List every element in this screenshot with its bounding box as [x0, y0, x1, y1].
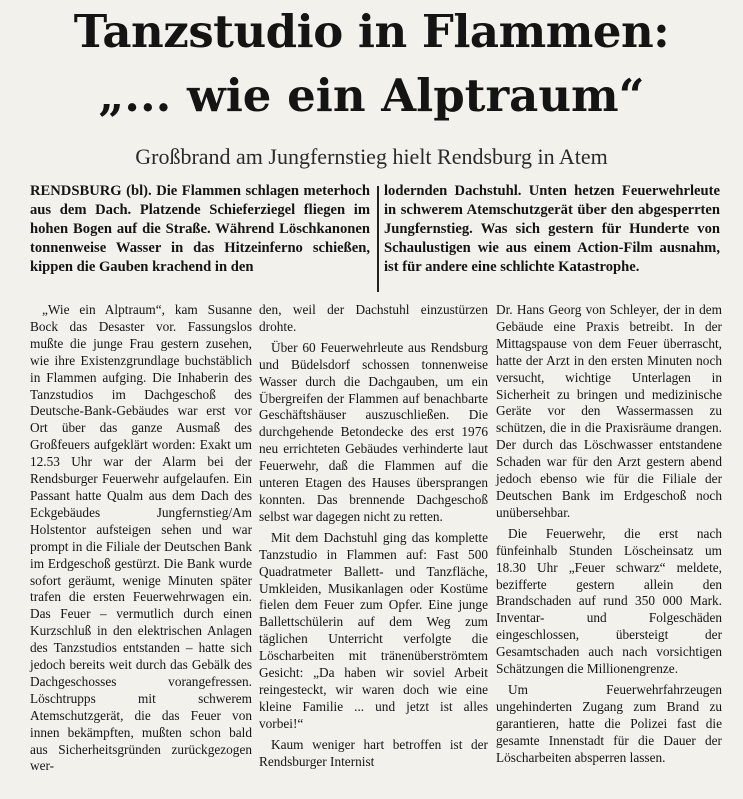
body-paragraph: „Wie ein Alptraum“, kam Susanne Bock das Desaster vor. Fassungslos mußte die junge Frau gestern zusehen, wie ihre Existenzgrundlage buchstäblich in Flammen aufging. Die Inhaberin des Tanzstudios im Dachgeschoß des Deutsche-Bank-Gebäudes war erst vor Ort über das ganze Ausmaß des Großfeuers aufgeklärt worden: Exakt um 12.53 Uhr war der Alarm bei der Rendsburger Feuerwehr aufgelaufen. Ein Passant hatte Qualm aus dem Dach des Eckgebäudes Jungfernstieg/Am Holstentor aufsteigen sehen und war prompt in die Filiale der Deutschen Bank im Erdgeschoß gestürzt. Die Bank wurde sofort geräumt, wenige Minuten später trafen die ersten Feuerwehrwagen ein. Das Feuer – vermutlich durch einen Kurzschluß in den elektrischen Anlagen des Tanzstudios entstanden – hatte sich jedoch bereits weit durch das Gebälk des Dachgeschosses vorangefressen. Löschtrupps mit schwerem Atemschutzgerät, die das Feuer von innen bekämpften, mußten schon bald aus Sicherheitsgründen zurückgezogen wer- — [30, 302, 252, 774]
headline-line-2: „... wie ein Alptraum“ — [98, 69, 645, 122]
subheadline: Großbrand am Jungfernstieg hielt Rendsburg in Atem — [135, 144, 608, 169]
lead-paragraph-left: RENDSBURG (bl). Die Flammen schlagen meterhoch aus dem Dach. Platzende Schieferziegel fliegen im hohen Bogen auf die Straße. Während Löschkanonen tonnenweise Wasser in das Hitzeinferno schießen, kippen die Gauben krachend in den — [30, 183, 370, 275]
lead-paragraph-right: lodernden Dachstuhl. Unten hetzen Feuerwehrleute in schwerem Atemschutzgerät über den abgesperrten Jungfernstieg. Was sich gestern für Hunderte von Schaulustigen wie aus einem Action-Film ausnahm, ist für andere eine schlichte Katastrophe. — [384, 183, 720, 275]
body-paragraph: Über 60 Feuerwehrleute aus Rendsburg und Büdelsdorf schossen tonnenweise Wasser durch die Dachgauben, um ein Übergreifen der Flammen auf benachbarte Geschäftshäuser auszuschließen. Die durchgehende Betondecke des erst 1976 neu errichteten Gebäudes verhinderte laut Feuerwehr, daß die Flammen auf die unteren Etagen des Hauses übersprangen konnten. Das brennende Dachgeschoß selbst war dagegen nicht zu retten. — [259, 339, 488, 524]
body-column-2 — [259, 302, 488, 770]
body-column-1 — [30, 302, 252, 775]
body-column-3 — [496, 302, 722, 766]
body-paragraph: Um Feuerwehrfahrzeugen ungehinderten Zugang zum Brand zu garantieren, hatte die Polizei fast die gesamte Innenstadt für die Dauer der Löscharbeiten absperren lassen. — [496, 681, 722, 765]
body-paragraph: Dr. Hans Georg von Schleyer, der in dem Gebäude eine Praxis betreibt. In der Mittagspause von dem Feuer überrascht, hatte der Arzt in den ersten Minuten noch versucht, wichtige Unterlagen in Sicherheit zu bringen und medizinische Geräte vor den Wassermassen zu schützen, die in die Praxisräume drangen. Der durch das Löschwasser entstandene Schaden war für den Arzt gestern abend jedoch ebenso wie für die Filiale der Deutschen Bank im Erdgeschoß noch unübersehbar. — [496, 302, 722, 520]
column-divider — [377, 186, 379, 292]
headline-line-1: Tanzstudio in Flammen: — [73, 5, 670, 58]
body-paragraph: Kaum weniger hart betroffen ist der Rendsburger Internist — [259, 736, 488, 769]
body-paragraph: Mit dem Dachstuhl ging das komplette Tanzstudio in Flammen auf: Fast 500 Quadratmeter Ballett- und Tanzfläche, Umkleiden, Musikanlagen oder Kostüme fielen dem Feuer zum Opfer. Eine junge Ballettschülerin auf dem Weg zum täglichen Unterricht verfolgte die Löscharbeiten mit tränenüberströmtem Gesicht: „Da haben wir soviel Arbeit reingesteckt, wir waren doch wie eine kleine Familie ... und jetzt ist alles vorbei!“ — [259, 529, 488, 731]
body-paragraph: Die Feuerwehr, die erst nach fünfeinhalb Stunden Löscheinsatz um 18.30 Uhr „Feuer schwarz“ meldete, bezifferte gestern allein den Brandschaden auf rund 350 000 Mark. Inventar- und Folgeschäden eingeschlossen, übersteigt der Gesamtschaden auch nach vorsichtigen Schätzungen die Millionengrenze. — [496, 525, 722, 677]
body-paragraph: den, weil der Dachstuhl einzustürzen drohte. — [259, 302, 488, 334]
